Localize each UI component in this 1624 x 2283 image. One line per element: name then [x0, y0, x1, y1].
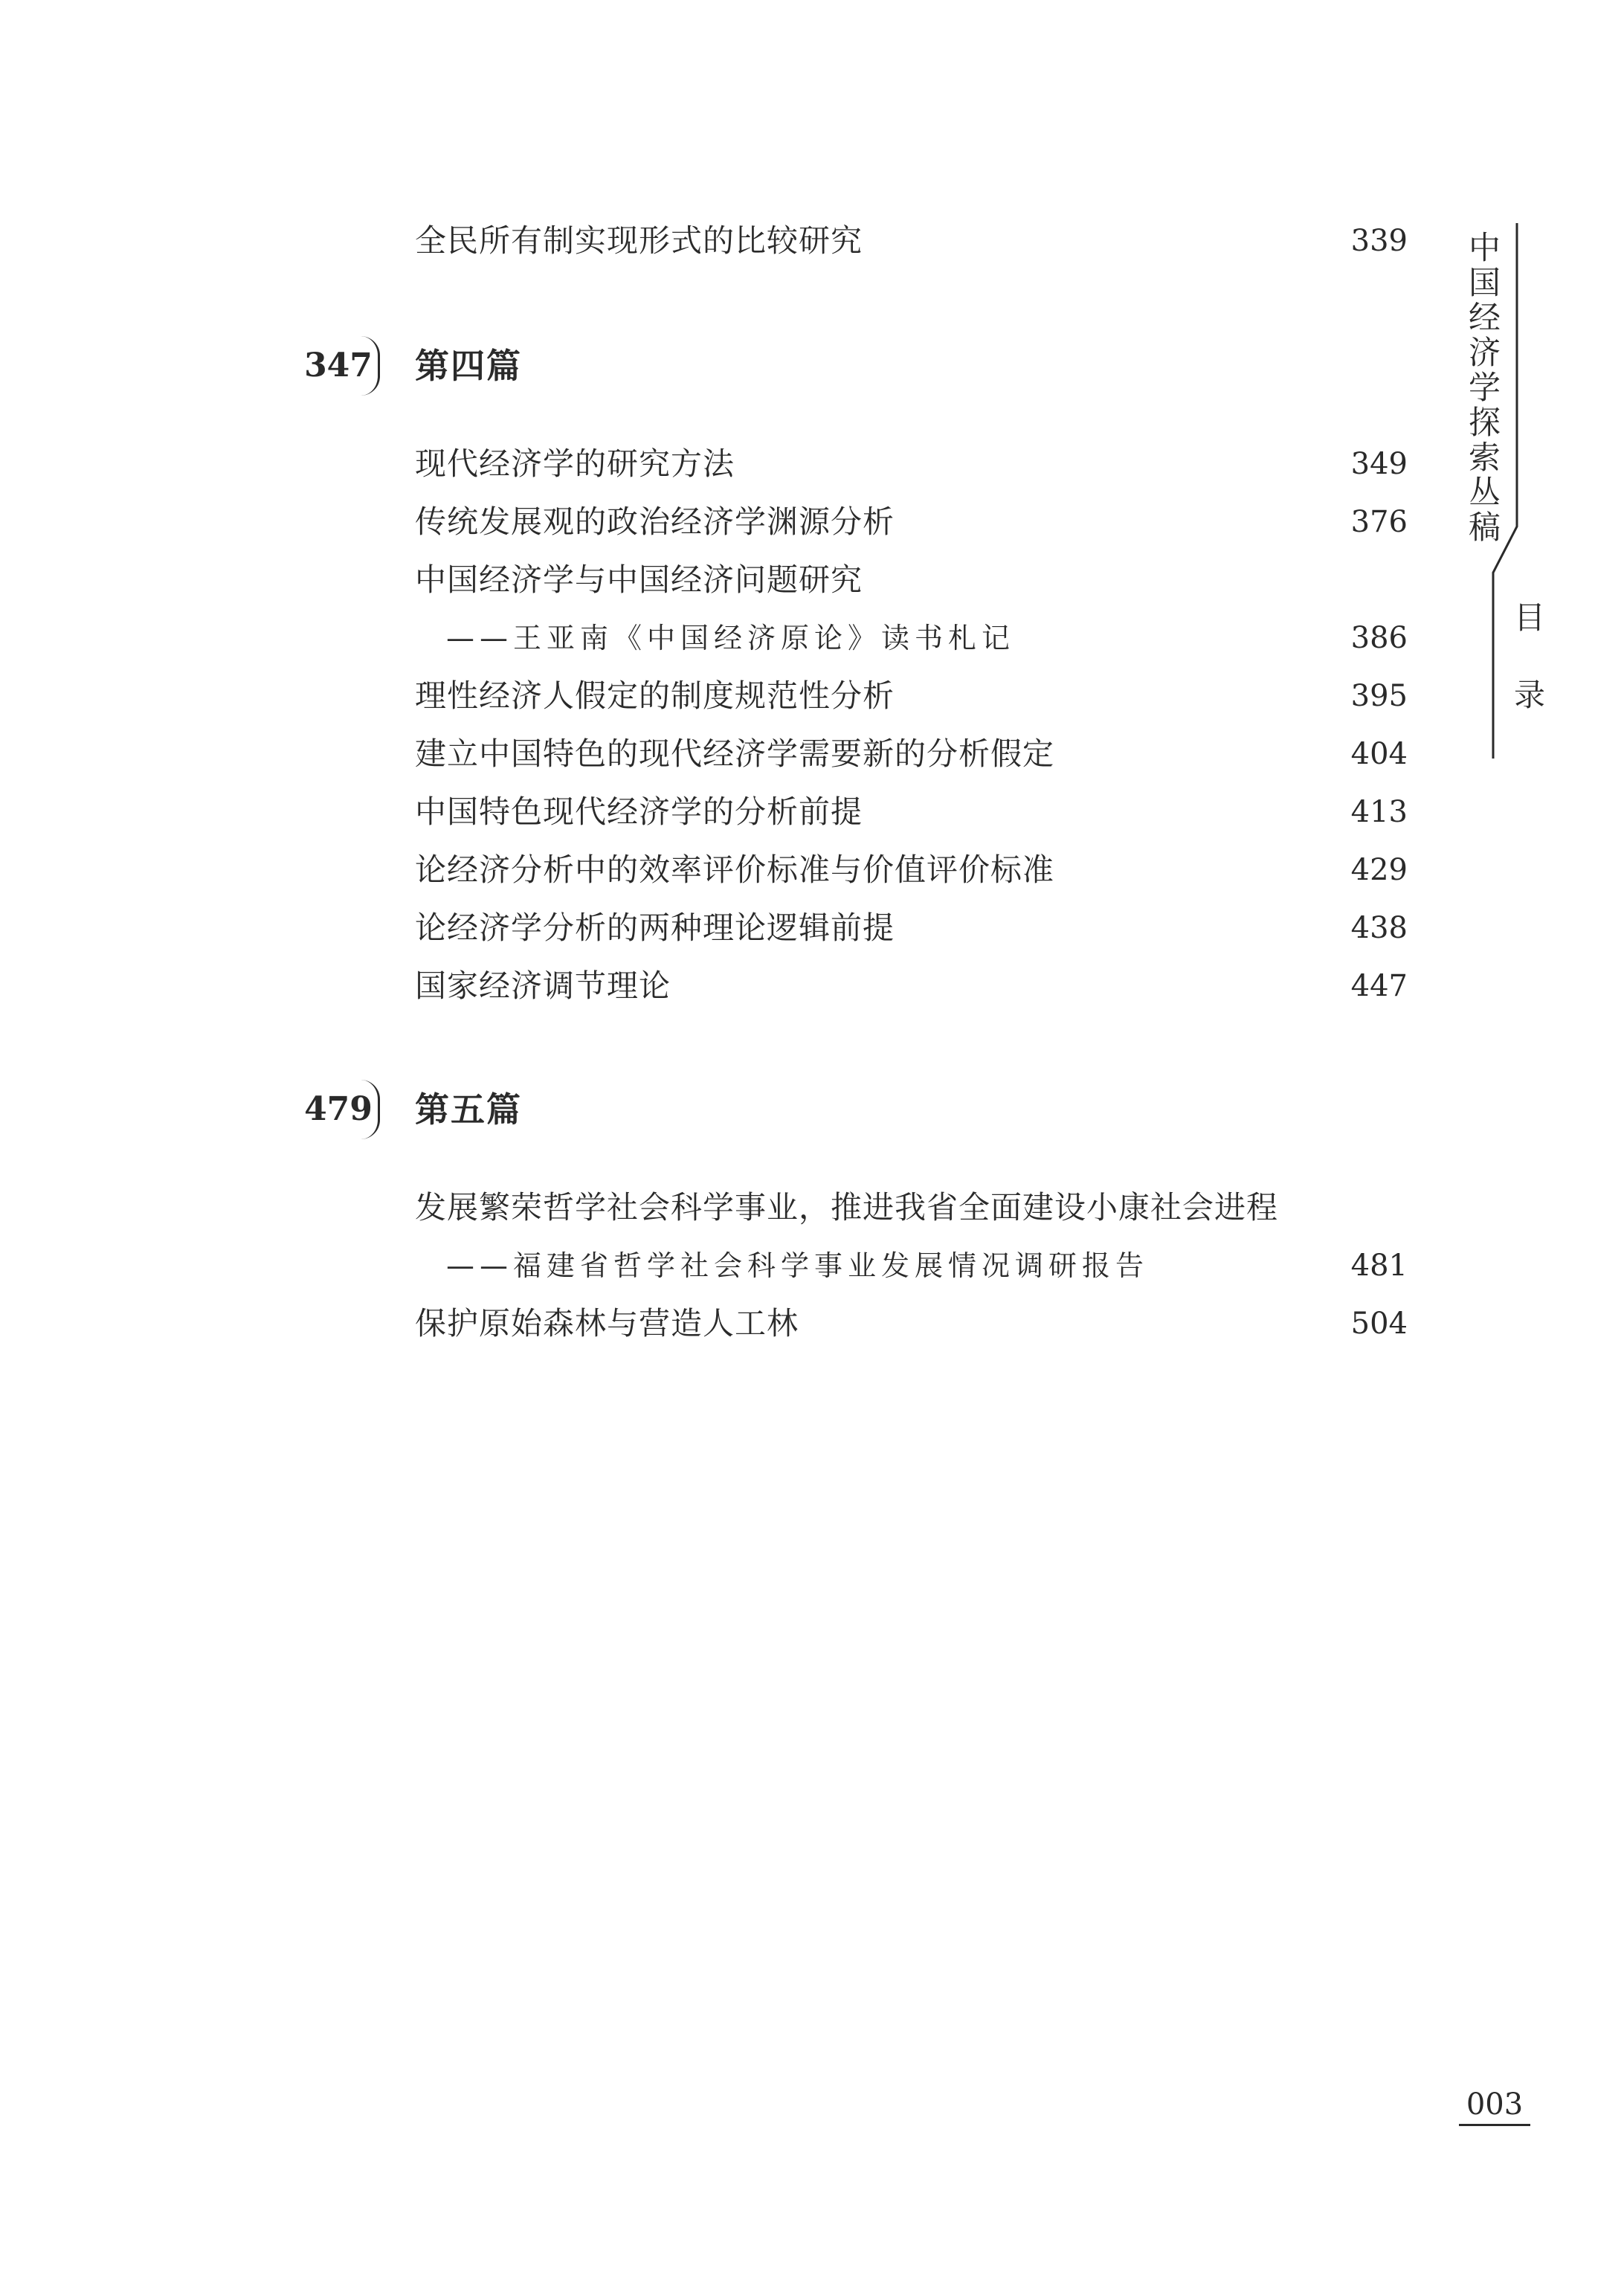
entry-title: 保护原始森林与营造人工林: [415, 1305, 799, 1342]
entry-page: 339: [1350, 224, 1408, 258]
toc-entry[interactable]: [415, 906, 1408, 950]
toc-entry[interactable]: [415, 790, 1408, 834]
entry-page: 395: [1350, 679, 1408, 713]
toc-entry-subtitle[interactable]: [415, 1243, 1408, 1288]
toc-entry[interactable]: [415, 1185, 1408, 1230]
entry-title: 论经济学分析的两种理论逻辑前提: [415, 909, 895, 946]
toc-entry[interactable]: [415, 1301, 1408, 1346]
toc-entry[interactable]: [415, 219, 1408, 263]
entry-subtitle: ——王亚南《中国经济原论》读书札记: [446, 622, 1016, 654]
toc-entry[interactable]: [415, 964, 1408, 1008]
section-start-page: 347: [304, 347, 373, 384]
entry-title: 中国特色现代经济学的分析前提: [415, 793, 863, 830]
entry-title: 传统发展观的政治经济学渊源分析: [415, 503, 895, 540]
toc-entry-subtitle[interactable]: [415, 616, 1408, 660]
entry-title: 中国经济学与中国经济问题研究: [415, 561, 863, 598]
toc-entry[interactable]: [415, 732, 1408, 776]
entry-page: 429: [1350, 853, 1408, 887]
running-header: [1443, 216, 1547, 766]
entry-title: 建立中国特色的现代经济学需要新的分析假定: [415, 735, 1055, 772]
section-header: [297, 1080, 744, 1147]
toc-entry[interactable]: [415, 558, 1408, 602]
entry-title: 国家经济调节理论: [415, 967, 671, 1004]
entry-subtitle: ——福建省哲学社会科学事业发展情况调研报告: [446, 1249, 1150, 1282]
toc-entry[interactable]: [415, 442, 1408, 486]
entry-page: 386: [1350, 621, 1408, 655]
page-number: 003: [1466, 2087, 1524, 2122]
entry-title: 现代经济学的研究方法: [415, 445, 735, 482]
entry-page: 376: [1350, 505, 1408, 539]
section-start-page: 479: [304, 1090, 373, 1128]
series-title: 中国经济学探索丛稿: [1463, 231, 1501, 545]
entry-page: 413: [1350, 795, 1408, 829]
toc-entry[interactable]: [415, 674, 1408, 718]
page-number-underline: [1459, 2124, 1530, 2126]
entry-title: 论经济分析中的效率评价标准与价值评价标准: [415, 851, 1055, 888]
entry-page: 447: [1350, 969, 1408, 1003]
section-title: 第四篇: [415, 346, 522, 386]
entry-title: 全民所有制实现形式的比较研究: [415, 222, 863, 259]
entry-title: 发展繁荣哲学社会科学事业，推进我省全面建设小康社会进程: [415, 1189, 1279, 1226]
entry-page: 438: [1350, 911, 1408, 945]
entry-page: 504: [1350, 1307, 1408, 1341]
entry-page: 349: [1350, 447, 1408, 481]
entry-title: 理性经济人假定的制度规范性分析: [415, 677, 895, 714]
section-header: [297, 336, 744, 403]
entry-page: 481: [1350, 1249, 1408, 1283]
toc-entry[interactable]: [415, 848, 1408, 892]
section-label: 目录: [1509, 601, 1546, 756]
section-title: 第五篇: [415, 1089, 522, 1130]
toc-entry[interactable]: [415, 500, 1408, 544]
entry-page: 404: [1350, 737, 1408, 771]
